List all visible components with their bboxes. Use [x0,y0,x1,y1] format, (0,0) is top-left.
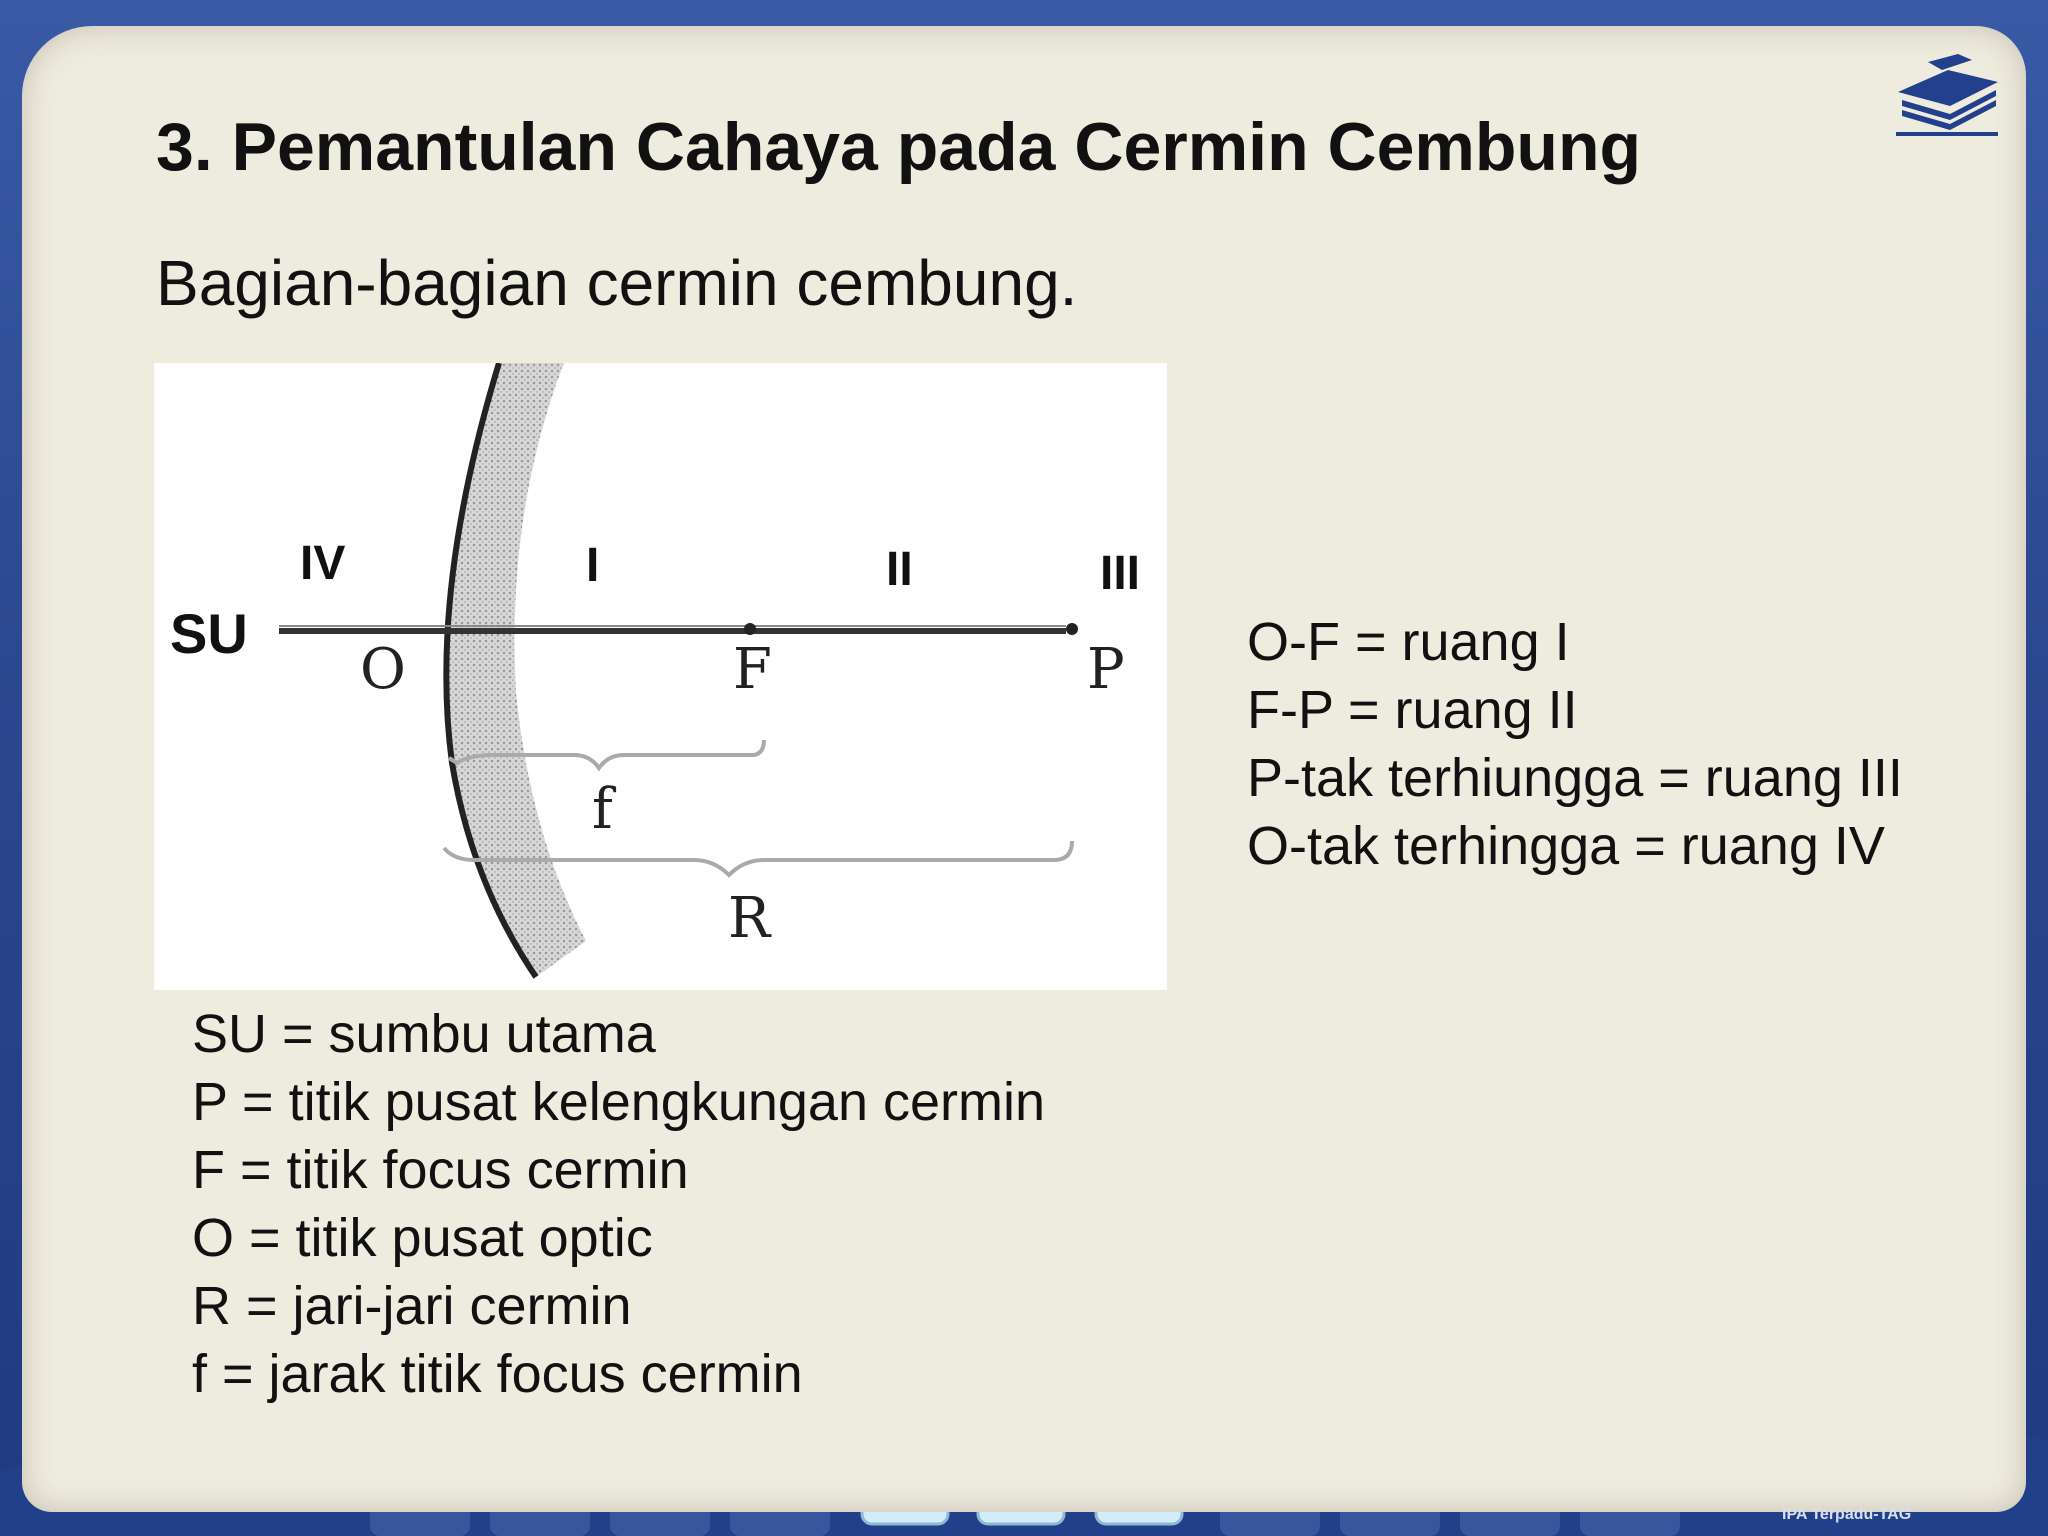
radius-label: R [728,886,771,951]
point-label-f: F [733,637,772,702]
slide-title: 3. Pemantulan Cahaya pada Cermin Cembung [156,109,1642,185]
point-label-o: O [360,637,406,702]
legend-item: F = titik focus cermin [192,1140,689,1200]
slide-subtitle: Bagian-bagian cermin cembung. [156,247,1078,319]
legend-item: P = titik pusat kelengkungan cermin [192,1072,1046,1132]
legend-item: R = jari-jari cermin [192,1276,632,1336]
focal-length-label: f [592,777,613,842]
footer-text: IPA Terpadu-TAG [1782,1506,1912,1523]
region-label-ii: II [886,543,913,596]
stacked-books-logo-icon [1888,52,2006,138]
region-item: P-tak terhiungga = ruang III [1247,748,1903,808]
convex-mirror-diagram [154,363,1167,990]
region-item: F-P = ruang II [1247,680,1578,740]
axis-label: SU [170,602,248,665]
legend-item: f = jarak titik focus cermin [192,1344,803,1404]
region-label-iv: IV [300,537,346,590]
center-point [1066,623,1078,635]
region-item: O-tak terhingga = ruang IV [1247,816,1885,876]
region-item: O-F = ruang I [1247,612,1570,672]
legend-list [192,1000,1045,1408]
region-label-i: I [586,539,600,592]
diagram-background [154,363,1167,990]
focus-point [744,623,756,635]
regions-list [1247,608,1903,880]
region-label-iii: III [1100,547,1141,600]
point-label-p: P [1087,637,1125,702]
legend-item: SU = sumbu utama [192,1004,656,1064]
legend-item: O = titik pusat optic [192,1208,653,1268]
